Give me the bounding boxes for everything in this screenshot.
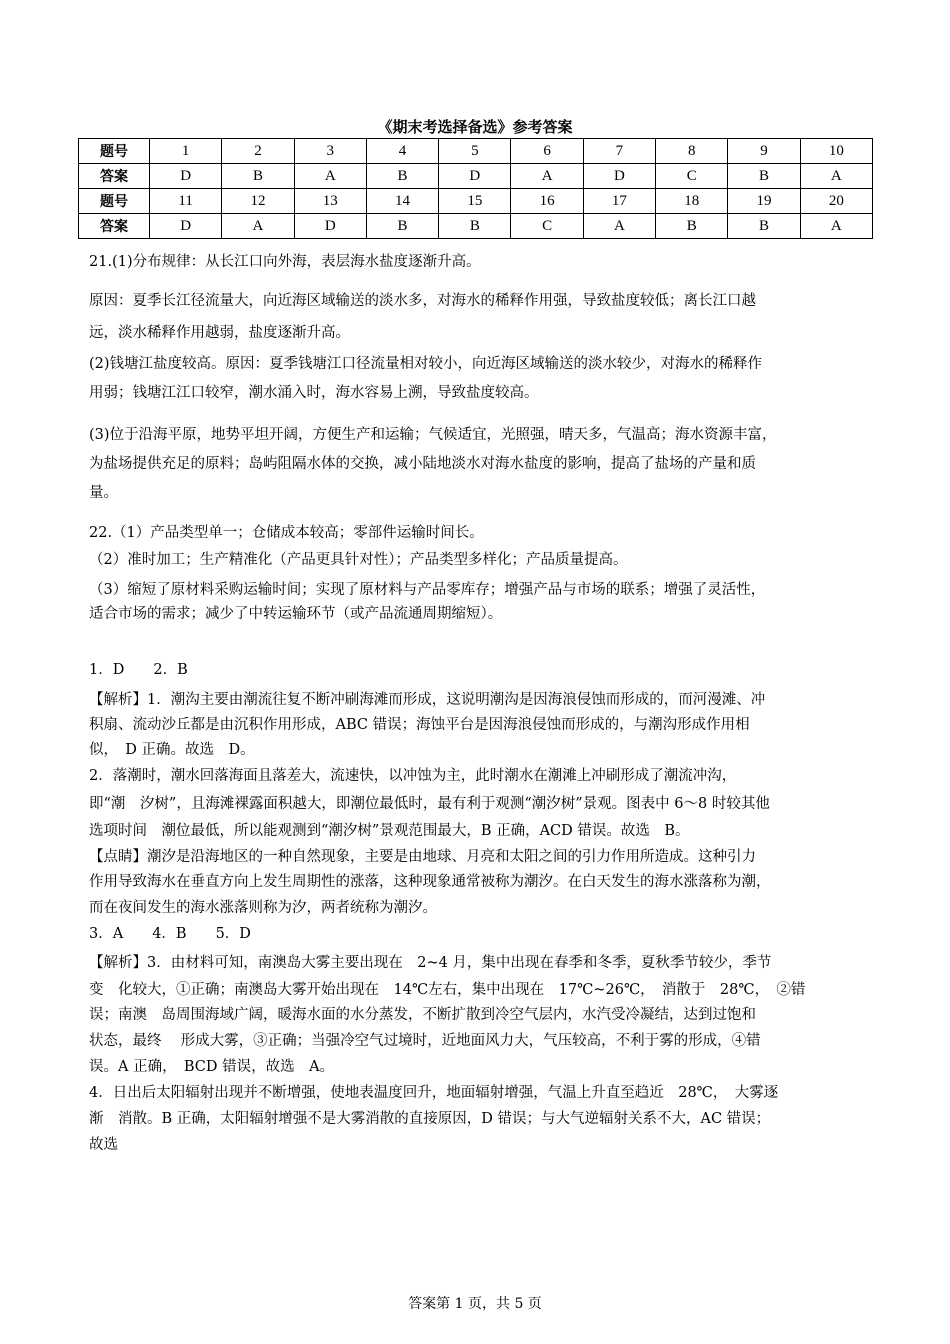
answer-cell: B [728,164,800,189]
question-number-cell: 6 [511,139,583,164]
question-number-cell: 11 [150,189,222,214]
answer-cell: B [656,214,728,239]
answer-cell: B [366,164,438,189]
q21-reason-line2: 远，淡水稀释作用越弱，盐度逐渐升高。 [89,325,350,341]
answer-cell: D [150,214,222,239]
analysis-line: 2．落潮时，潮水回落海面且落差大，流速快，以冲蚀为主，此时潮水在潮滩上冲刷形成了潮流冲沟， [89,768,737,784]
analysis-line: 【解析】1．潮沟主要由潮流往复不断冲刷海滩而形成，这说明潮沟是因海浪侵蚀而形成的，而河漫滩、冲 [89,692,766,708]
answer-cell: A [583,214,655,239]
analysis-line: 1．D 2．B [89,662,188,678]
q21-part2-line2: 用弱；钱塘江江口较窄，潮水涌入时，海水容易上溯，导致盐度较高。 [89,385,539,401]
question-number-cell: 15 [439,189,511,214]
question-number-cell: 5 [439,139,511,164]
analysis-line: 【解析】3．由材料可知，南澳岛大雾主要出现在 2~4 月，集中出现在春季和冬季，夏秋季节较少，季节 [89,955,772,971]
page-footer: 答案第 1 页，共 5 页 [408,1296,542,1312]
answer-table [78,138,873,239]
analysis-line: 故选 [89,1137,118,1153]
answer-cell: B [439,214,511,239]
q21-part1: 21.(1)分布规律：从长江口向外海，表层海水盐度逐渐升高。 [89,254,481,270]
question-number-cell: 12 [222,189,294,214]
answer-cell: A [800,214,872,239]
q21-part3-line2: 为盐场提供充足的原料；岛屿阻隔水体的交换，减小陆地淡水对海水盐度的影响，提高了盐场的产量和质 [89,456,756,472]
question-number-header: 题号 [79,139,150,164]
q22-part3-line2: 适合市场的需求；减少了中转运输环节（或产品流通周期缩短）。 [89,606,503,622]
analysis-line: 误；南澳 岛周围海域广阔，暖海水面的水分蒸发，不断扩散到冷空气层内，水汽受冷凝结，达到过饱和 [89,1007,756,1023]
answer-cell: D [439,164,511,189]
analysis-line: 作用导致海水在垂直方向上发生周期性的涨落，这种现象通常被称为潮汐。在白天发生的海水涨落称为潮， [89,874,771,890]
answer-row [79,164,873,189]
analysis-line: 渐 消散。B 正确，太阳辐射增强不是大雾消散的直接原因，D 错误；与大气逆辐射关系不大，AC 错误； [89,1111,771,1127]
answer-cell: B [728,214,800,239]
question-number-cell: 17 [583,189,655,214]
analysis-line: 似， D 正确。故选 D。 [89,742,255,758]
analysis-line: 【点睛】潮汐是沿海地区的一种自然现象，主要是由地球、月亮和太阳之间的引力作用所造成。这种引力 [89,849,756,865]
question-number-cell: 10 [800,139,872,164]
answer-header: 答案 [79,214,150,239]
question-number-header: 题号 [79,189,150,214]
question-number-cell: 14 [366,189,438,214]
question-number-cell: 9 [728,139,800,164]
analysis-line: 误。A 正确， BCD 错误，故选 A。 [89,1059,335,1075]
q21-reason-line1: 原因：夏季长江径流量大，向近海区域输送的淡水多，对海水的稀释作用强，导致盐度较低；离长江口越 [89,293,756,309]
question-number-cell: 7 [583,139,655,164]
answer-key-title: 《期末考选择备选》参考答案 [377,118,573,136]
q21-part2-line1: (2)钱塘江盐度较高。原因：夏季钱塘江口径流量相对较小，向近海区域输送的淡水较少，对海水的稀释作 [89,356,763,372]
answer-cell: A [222,214,294,239]
answer-cell: C [511,214,583,239]
answer-cell: D [294,214,366,239]
answer-cell: A [800,164,872,189]
answer-header: 答案 [79,164,150,189]
answer-cell: A [511,164,583,189]
answer-row [79,214,873,239]
analysis-line: 变 化较大，①正确；南澳岛大雾开始出现在 14℃左右，集中出现在 17℃~26℃， 消散于 28℃， ②错 [89,982,806,998]
q21-part3-line3: 量。 [89,485,118,501]
answer-cell: C [656,164,728,189]
q21-part3-line1: (3)位于沿海平原，地势平坦开阔，方便生产和运输；气候适宜，光照强，晴天多，气温高；海水资源丰富， [89,427,777,443]
answer-cell: B [222,164,294,189]
question-number-cell: 16 [511,189,583,214]
answer-cell: B [366,214,438,239]
q22-part1: 22.（1）产品类型单一；仓储成本较高；零部件运输时间长。 [89,525,484,541]
analysis-line: 积扇、流动沙丘都是由沉积作用形成，ABC 错误；海蚀平台是因海浪侵蚀而形成的，与潮沟形成作用相 [89,717,750,733]
q22-part3-line1: （3）缩短了原材料采购运输时间；实现了原材料与产品零库存；增强产品与市场的联系；增强了灵活性， [89,582,766,598]
question-number-cell: 8 [656,139,728,164]
analysis-line: 即“潮 汐树”，且海滩裸露面积越大，即潮位最低时，最有利于观测“潮汐树”景观。图表中 6～8 时较其他 [89,796,770,812]
question-number-cell: 2 [222,139,294,164]
answer-cell: A [294,164,366,189]
answer-cell: D [150,164,222,189]
answer-cell: D [583,164,655,189]
question-number-cell: 18 [656,189,728,214]
q22-part2: （2）准时加工；生产精准化（产品更具针对性）；产品类型多样化；产品质量提高。 [89,552,628,568]
question-number-cell: 4 [366,139,438,164]
analysis-line: 3．A 4．B 5．D [89,926,251,942]
question-number-cell: 20 [800,189,872,214]
question-number-cell: 3 [294,139,366,164]
question-number-row [79,139,873,164]
analysis-line: 而在夜间发生的海水涨落则称为汐，两者统称为潮汐。 [89,900,437,916]
question-number-cell: 13 [294,189,366,214]
question-number-cell: 19 [728,189,800,214]
question-number-cell: 1 [150,139,222,164]
analysis-line: 选项时间 潮位最低，所以能观测到“潮汐树”景观范围最大，B 正确，ACD 错误。故选 B。 [89,823,690,839]
analysis-line: 4．日出后太阳辐射出现并不断增强，使地表温度回升，地面辐射增强，气温上升直至趋近 28℃， 大雾逐 [89,1085,779,1101]
question-number-row [79,189,873,214]
analysis-line: 状态，最终 形成大雾，③正确；当强冷空气过境时，近地面风力大，气压较高，不利于雾的形成，④错 [89,1033,761,1049]
